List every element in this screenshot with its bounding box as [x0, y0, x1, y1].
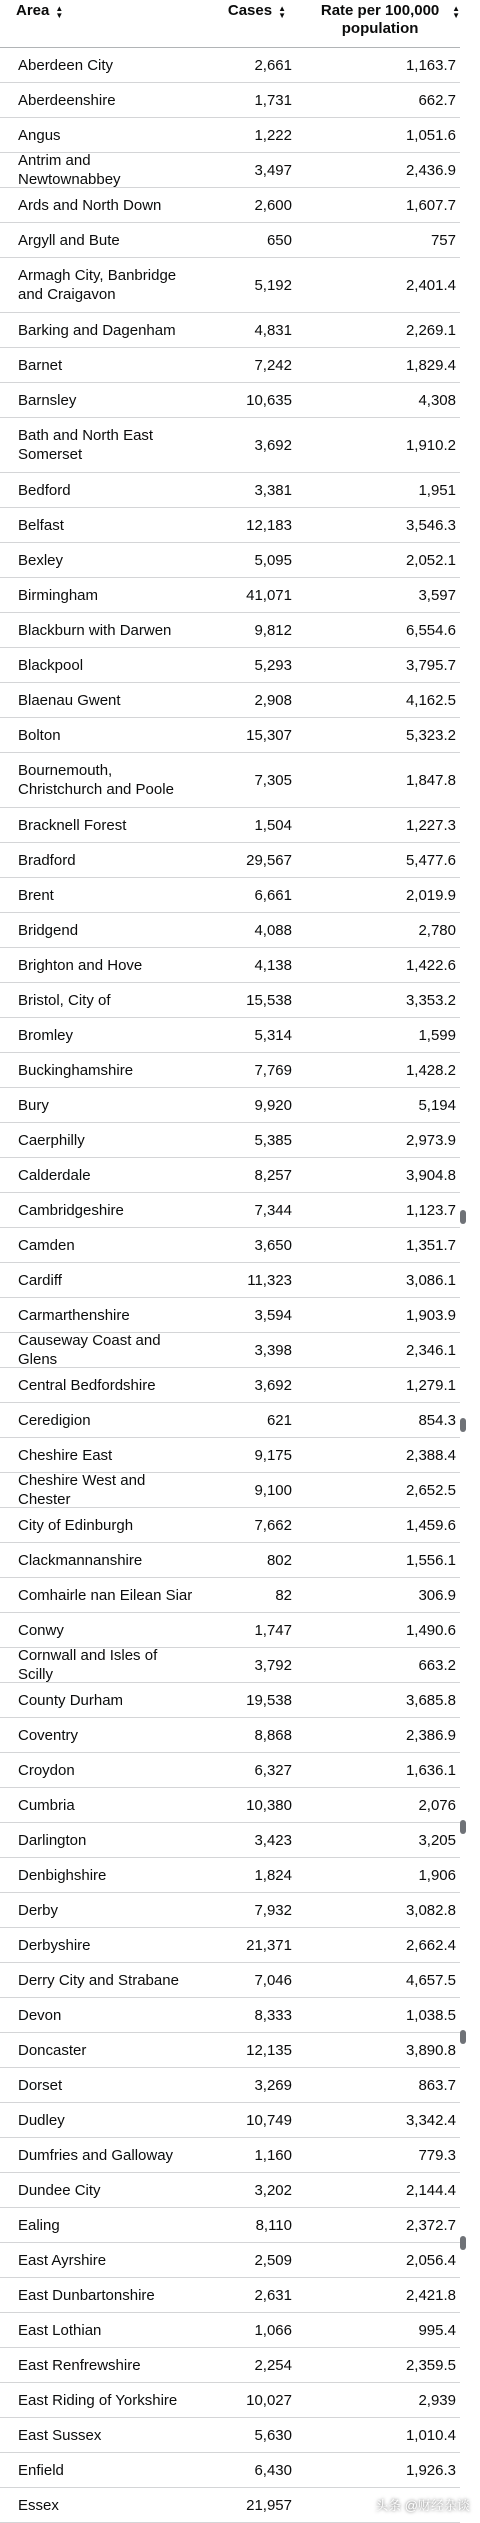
scrollbar-thumb[interactable] [460, 1820, 466, 1834]
cell-cases: 7,046 [254, 1971, 292, 1989]
cell-cases: 2,631 [254, 2286, 292, 2304]
cell-area: Blackpool [18, 656, 84, 674]
cell-rate: 5,477.6 [405, 851, 456, 869]
column-header-area-label: Area [16, 2, 50, 19]
table-row [0, 258, 460, 313]
cell-area: Derbyshire [18, 1936, 91, 1954]
cell-cases: 3,497 [254, 161, 292, 179]
cell-rate: 2,372.7 [405, 2216, 456, 2234]
table-row [0, 2103, 460, 2138]
cell-area: Bristol, City of [18, 991, 111, 1009]
table-row [0, 613, 460, 648]
table-row [0, 1193, 460, 1228]
cell-rate: 662.7 [418, 91, 456, 109]
cell-area: Barnsley [18, 391, 77, 409]
cell-cases: 3,650 [254, 1236, 292, 1254]
cell-rate: 2,939 [418, 2391, 456, 2409]
cell-cases: 4,831 [254, 321, 292, 339]
table-row [0, 1578, 460, 1613]
table-row [0, 1368, 460, 1403]
table-row [0, 1508, 460, 1543]
cell-area: Doncaster [18, 2041, 87, 2059]
cell-area: Conwy [18, 1621, 64, 1639]
cell-area: Bromley [18, 1026, 74, 1044]
cell-rate: 1,910.2 [405, 436, 456, 454]
table-row [0, 508, 460, 543]
cell-rate: 4,162.5 [405, 691, 456, 709]
cell-area: Ceredigion [18, 1411, 91, 1429]
cell-rate: 1,038.5 [405, 2006, 456, 2024]
cell-area: Birmingham [18, 586, 99, 604]
table-row [0, 1683, 460, 1718]
cell-cases: 7,662 [254, 1516, 292, 1534]
table-row [0, 983, 460, 1018]
cell-rate: 2,269.1 [405, 321, 456, 339]
cell-cases: 9,100 [254, 1481, 292, 1499]
cell-rate: 1,227.3 [405, 816, 456, 834]
cell-cases: 29,567 [246, 851, 292, 869]
table-row [0, 2033, 460, 2068]
cell-area: East Riding of Yorkshire [18, 2391, 178, 2409]
cell-cases: 6,661 [254, 886, 292, 904]
cell-cases: 7,769 [254, 1061, 292, 1079]
cell-area: Dudley [18, 2111, 65, 2129]
cell-rate: 2,144.4 [405, 2181, 456, 2199]
table-row [0, 1963, 460, 1998]
table-row [0, 2243, 460, 2278]
cell-rate: 2,436.9 [405, 161, 456, 179]
cell-area: Croydon [18, 1761, 75, 1779]
cell-area: Essex [18, 2496, 59, 2514]
cell-rate: 854.3 [418, 1411, 456, 1429]
column-header-area[interactable] [0, 0, 190, 20]
cell-cases: 6,430 [254, 2461, 292, 2479]
table-row [0, 2138, 460, 2173]
table-row [0, 1158, 460, 1193]
cell-rate: 779.3 [418, 2146, 456, 2164]
table-row [0, 578, 460, 613]
column-header-rate-line1: Rate per 100,000 [320, 2, 440, 19]
table-row [0, 1298, 460, 1333]
cell-area: East Lothian [18, 2321, 102, 2339]
cell-cases: 3,692 [254, 1376, 292, 1394]
cell-cases: 7,242 [254, 356, 292, 374]
cell-area: Aberdeen City [18, 56, 114, 74]
cell-cases: 1,504 [254, 816, 292, 834]
cell-cases: 10,027 [246, 2391, 292, 2409]
cell-area: County Durham [18, 1691, 124, 1709]
cell-rate: 3,353.2 [405, 991, 456, 1009]
cell-area: Bridgend [18, 921, 79, 939]
cell-rate: 757 [430, 231, 456, 249]
table-row [0, 1333, 460, 1368]
table-row [0, 2418, 460, 2453]
cell-rate: 2,076 [418, 1796, 456, 1814]
table-header [0, 0, 460, 48]
cell-area: Coventry [18, 1726, 79, 1744]
table-row [0, 1858, 460, 1893]
cell-area: Dorset [18, 2076, 63, 2094]
cell-cases: 10,749 [246, 2111, 292, 2129]
cell-rate: 1,279.1 [405, 1376, 456, 1394]
cell-cases: 10,635 [246, 391, 292, 409]
table-row [0, 1648, 460, 1683]
scrollbar-thumb[interactable] [460, 1418, 466, 1432]
cell-area: East Sussex [18, 2426, 102, 2444]
cell-rate: 1,951 [418, 481, 456, 499]
cell-rate: 2,388.4 [405, 1446, 456, 1464]
cell-rate: 1,926.3 [405, 2461, 456, 2479]
cell-area: Blackburn with Darwen [18, 621, 172, 639]
table-row [0, 383, 460, 418]
cell-cases: 1,731 [254, 91, 292, 109]
cell-rate: 1,428.2 [405, 1061, 456, 1079]
cell-cases: 3,398 [254, 1341, 292, 1359]
cell-cases: 15,307 [246, 726, 292, 744]
cell-rate: 3,795.7 [405, 656, 456, 674]
cell-cases: 3,381 [254, 481, 292, 499]
cell-rate: 1,163.7 [405, 56, 456, 74]
column-header-rate-label [314, 2, 446, 38]
cell-cases: 11,323 [247, 1271, 292, 1289]
cell-area: Ards and North Down [18, 196, 162, 214]
cell-area: Cheshire East [18, 1446, 113, 1464]
cell-rate: 2,359.5 [405, 2356, 456, 2374]
cell-area: Bolton [18, 726, 61, 744]
table-row [0, 2313, 460, 2348]
table-row [0, 2348, 460, 2383]
cell-rate: 1,459.6 [405, 1516, 456, 1534]
cell-area: Darlington [18, 1831, 87, 1849]
cell-cases: 3,269 [254, 2076, 292, 2094]
table-row [0, 808, 460, 843]
cell-area: Calderdale [18, 1166, 91, 1184]
cell-area: Barnet [18, 356, 63, 374]
table-row [0, 913, 460, 948]
cell-cases: 8,333 [254, 2006, 292, 2024]
cell-cases: 9,920 [254, 1096, 292, 1114]
table-row [0, 648, 460, 683]
cell-cases: 1,824 [254, 1866, 292, 1884]
sort-arrows-icon[interactable]: ▲ ▼ [55, 4, 64, 20]
cell-cases: 1,747 [254, 1621, 292, 1639]
cell-rate: 1,422.6 [405, 956, 456, 974]
cell-rate: 3,685.8 [405, 1691, 456, 1709]
cell-cases: 4,138 [254, 956, 292, 974]
sort-arrows-icon[interactable]: ▲ ▼ [278, 4, 286, 20]
table-row [0, 1018, 460, 1053]
cell-area: Camden [18, 1236, 75, 1254]
cell-rate: 663.2 [418, 1656, 456, 1674]
table-row [0, 948, 460, 983]
column-header-cases[interactable] [190, 0, 290, 20]
cell-rate: 1,903.9 [405, 1306, 456, 1324]
cell-area: Bournemouth, Christchurch and Poole [18, 762, 174, 798]
table-body [0, 48, 460, 2523]
cell-cases: 3,792 [254, 1656, 292, 1674]
cell-cases: 9,812 [254, 621, 292, 639]
cell-area: Cardiff [18, 1271, 62, 1289]
cell-area: Brent [18, 886, 54, 904]
table-row [0, 2173, 460, 2208]
table-row [0, 1473, 460, 1508]
table-row [0, 1753, 460, 1788]
cell-rate: 2,421.8 [405, 2286, 456, 2304]
cell-rate: 1,351.7 [405, 1236, 456, 1254]
table-row [0, 348, 460, 383]
cell-rate: 2,662.4 [405, 1936, 456, 1954]
cell-rate: 1,490.6 [405, 1621, 456, 1639]
table-row [0, 223, 460, 258]
column-header-rate[interactable] [290, 0, 460, 38]
table-row [0, 2068, 460, 2103]
cell-rate: 3,082.8 [405, 1901, 456, 1919]
cell-rate: 1,556.1 [405, 1551, 456, 1569]
cell-rate: 3,205 [418, 1831, 456, 1849]
cell-cases: 6,327 [254, 1761, 292, 1779]
table-row [0, 83, 460, 118]
cell-rate: 1,829.4 [405, 356, 456, 374]
cell-area: Denbighshire [18, 1866, 107, 1884]
table-row [0, 543, 460, 578]
cell-cases: 2,600 [254, 196, 292, 214]
cell-area: Cumbria [18, 1796, 75, 1814]
watermark: 头条 @财经杂谈 [375, 2498, 470, 2513]
cell-cases: 7,344 [254, 1201, 292, 1219]
cell-area: Dumfries and Galloway [18, 2146, 174, 2164]
cell-area: Bradford [18, 851, 76, 869]
cell-area: Clackmannanshire [18, 1551, 143, 1569]
cell-rate: 6,554.6 [405, 621, 456, 639]
cell-rate: 2,052.1 [405, 551, 456, 569]
cell-rate: 3,597 [418, 586, 456, 604]
cell-area: Brighton and Hove [18, 956, 143, 974]
cell-area: Causeway Coast and Glens [18, 1332, 161, 1368]
cell-cases: 7,932 [254, 1901, 292, 1919]
cell-cases: 3,594 [254, 1306, 292, 1324]
cell-area: Dundee City [18, 2181, 101, 2199]
cell-rate: 2,973.9 [405, 1131, 456, 1149]
cell-area: Argyll and Bute [18, 231, 120, 249]
cell-area: Buckinghamshire [18, 1061, 134, 1079]
table-row [0, 118, 460, 153]
scrollbar-thumb[interactable] [460, 2030, 466, 2044]
cell-cases: 1,160 [254, 2146, 292, 2164]
cell-cases: 4,088 [254, 921, 292, 939]
cell-rate: 5,323.2 [405, 726, 456, 744]
cell-rate: 1,010.4 [405, 2426, 456, 2444]
cell-rate: 1,123.7 [405, 1201, 456, 1219]
table-row [0, 2278, 460, 2313]
cell-cases: 21,957 [246, 2496, 292, 2514]
cell-cases: 3,202 [254, 2181, 292, 2199]
table-row [0, 188, 460, 223]
cell-rate: 1,051.6 [405, 126, 456, 144]
cell-cases: 10,380 [246, 1796, 292, 1814]
cell-cases: 3,692 [254, 436, 292, 454]
table-row [0, 878, 460, 913]
table-row [0, 843, 460, 878]
table-row [0, 1998, 460, 2033]
cell-cases: 3,423 [254, 1831, 292, 1849]
cell-cases: 2,509 [254, 2251, 292, 2269]
cell-area: Antrim and Newtownabbey [18, 152, 121, 188]
table-row [0, 1228, 460, 1263]
cell-rate: 863.7 [418, 2076, 456, 2094]
table-row [0, 1718, 460, 1753]
cell-area: Carmarthenshire [18, 1306, 130, 1324]
cell-rate: 2,346.1 [405, 1341, 456, 1359]
table-row [0, 1928, 460, 1963]
cell-cases: 7,305 [254, 771, 292, 789]
cell-area: Cornwall and Isles of Scilly [18, 1647, 158, 1683]
table-row [0, 2453, 460, 2488]
table-row [0, 1788, 460, 1823]
table-row [0, 1543, 460, 1578]
cell-area: Cheshire West and Chester [18, 1472, 146, 1508]
column-header-cases-label: Cases [227, 2, 273, 19]
cell-area: Angus [18, 126, 61, 144]
table-row [0, 2383, 460, 2418]
cell-rate: 2,401.4 [405, 276, 456, 294]
cell-area: Enfield [18, 2461, 64, 2479]
cell-cases: 9,175 [254, 1446, 292, 1464]
table-row [0, 2208, 460, 2243]
table-row [0, 1823, 460, 1858]
cell-area: Armagh City, Banbridge and Craigavon [18, 267, 177, 303]
table-row [0, 313, 460, 348]
cell-area: Caerphilly [18, 1131, 85, 1149]
table-row [0, 48, 460, 83]
table-row [0, 1053, 460, 1088]
cell-cases: 5,314 [254, 1026, 292, 1044]
cell-cases: 19,538 [246, 1691, 292, 1709]
cell-rate: 2,056.4 [405, 2251, 456, 2269]
table-row [0, 1893, 460, 1928]
cell-cases: 1,222 [254, 126, 292, 144]
cell-cases: 12,183 [246, 516, 292, 534]
cell-area: Derby [18, 1901, 59, 1919]
cell-cases: 15,538 [246, 991, 292, 1009]
cell-area: Comhairle nan Eilean Siar [18, 1586, 193, 1604]
sort-arrows-icon[interactable]: ▲ ▼ [452, 4, 460, 20]
table-row [0, 753, 460, 808]
cell-area: Ealing [18, 2216, 60, 2234]
cell-rate: 3,086.1 [405, 1271, 456, 1289]
cell-rate: 4,657.5 [405, 1971, 456, 1989]
cell-area: Blaenau Gwent [18, 691, 121, 709]
cell-cases: 2,254 [254, 2356, 292, 2374]
cell-area: East Ayrshire [18, 2251, 107, 2269]
cell-area: Bexley [18, 551, 64, 569]
table-row [0, 1438, 460, 1473]
cell-rate: 2,652.5 [405, 1481, 456, 1499]
cell-cases: 5,630 [254, 2426, 292, 2444]
table-row [0, 418, 460, 473]
table-row [0, 718, 460, 753]
cell-rate: 1,906 [418, 1866, 456, 1884]
cell-area: Cambridgeshire [18, 1201, 124, 1219]
cell-cases: 8,868 [254, 1726, 292, 1744]
cell-cases: 2,661 [254, 56, 292, 74]
cell-area: Central Bedfordshire [18, 1376, 156, 1394]
cell-area: East Renfrewshire [18, 2356, 141, 2374]
cell-area: Belfast [18, 516, 64, 534]
cell-rate: 2,386.9 [405, 1726, 456, 1744]
table-row [0, 683, 460, 718]
cell-cases: 41,071 [246, 586, 292, 604]
cell-cases: 12,135 [246, 2041, 292, 2059]
table-row [0, 1088, 460, 1123]
cell-area: Bury [18, 1096, 49, 1114]
cell-area: Bedford [18, 481, 71, 499]
cell-cases: 82 [275, 1586, 292, 1604]
cell-area: East Dunbartonshire [18, 2286, 155, 2304]
cell-area: Bath and North East Somerset [18, 427, 154, 463]
cell-area: Devon [18, 2006, 62, 2024]
cell-cases: 21,371 [246, 1936, 292, 1954]
cell-rate: 3,890.8 [405, 2041, 456, 2059]
cell-rate: 306.9 [418, 1586, 456, 1604]
cell-area: Aberdeenshire [18, 91, 116, 109]
cell-rate: 1,847.8 [405, 771, 456, 789]
cell-cases: 650 [266, 231, 292, 249]
table-row [0, 1403, 460, 1438]
cell-cases: 5,293 [254, 656, 292, 674]
cell-cases: 8,110 [255, 2216, 292, 2234]
cell-cases: 1,066 [254, 2321, 292, 2339]
cell-rate: 2,780 [418, 921, 456, 939]
cell-area: City of Edinburgh [18, 1516, 134, 1534]
table-row [0, 1613, 460, 1648]
table-row [0, 1263, 460, 1298]
cell-rate: 1,607.7 [405, 196, 456, 214]
cell-rate: 3,546.3 [405, 516, 456, 534]
cell-rate: 5,194 [418, 1096, 456, 1114]
cell-rate: 995.4 [418, 2321, 456, 2339]
table-row [0, 1123, 460, 1158]
cell-cases: 5,192 [254, 276, 292, 294]
cell-area: Bracknell Forest [18, 816, 127, 834]
table-row [0, 473, 460, 508]
cell-area: Barking and Dagenham [18, 321, 176, 339]
cell-rate: 3,342.4 [405, 2111, 456, 2129]
cell-cases: 5,385 [254, 1131, 292, 1149]
cell-cases: 802 [266, 1551, 292, 1569]
scrollbar-thumb[interactable] [460, 2236, 466, 2250]
cell-cases: 621 [266, 1411, 292, 1429]
cell-rate: 1,636.1 [405, 1761, 456, 1779]
cell-rate: 4,308 [418, 391, 456, 409]
column-header-rate-line2: population [341, 20, 419, 37]
cell-cases: 2,908 [254, 691, 292, 709]
cell-rate: 3,904.8 [405, 1166, 456, 1184]
cell-rate: 1,599 [418, 1026, 456, 1044]
scrollbar-thumb[interactable] [460, 1210, 466, 1224]
cell-area: Derry City and Strabane [18, 1971, 179, 1989]
cell-cases: 8,257 [254, 1166, 292, 1184]
cell-cases: 5,095 [254, 551, 292, 569]
table-row [0, 153, 460, 188]
cell-rate: 2,019.9 [405, 886, 456, 904]
